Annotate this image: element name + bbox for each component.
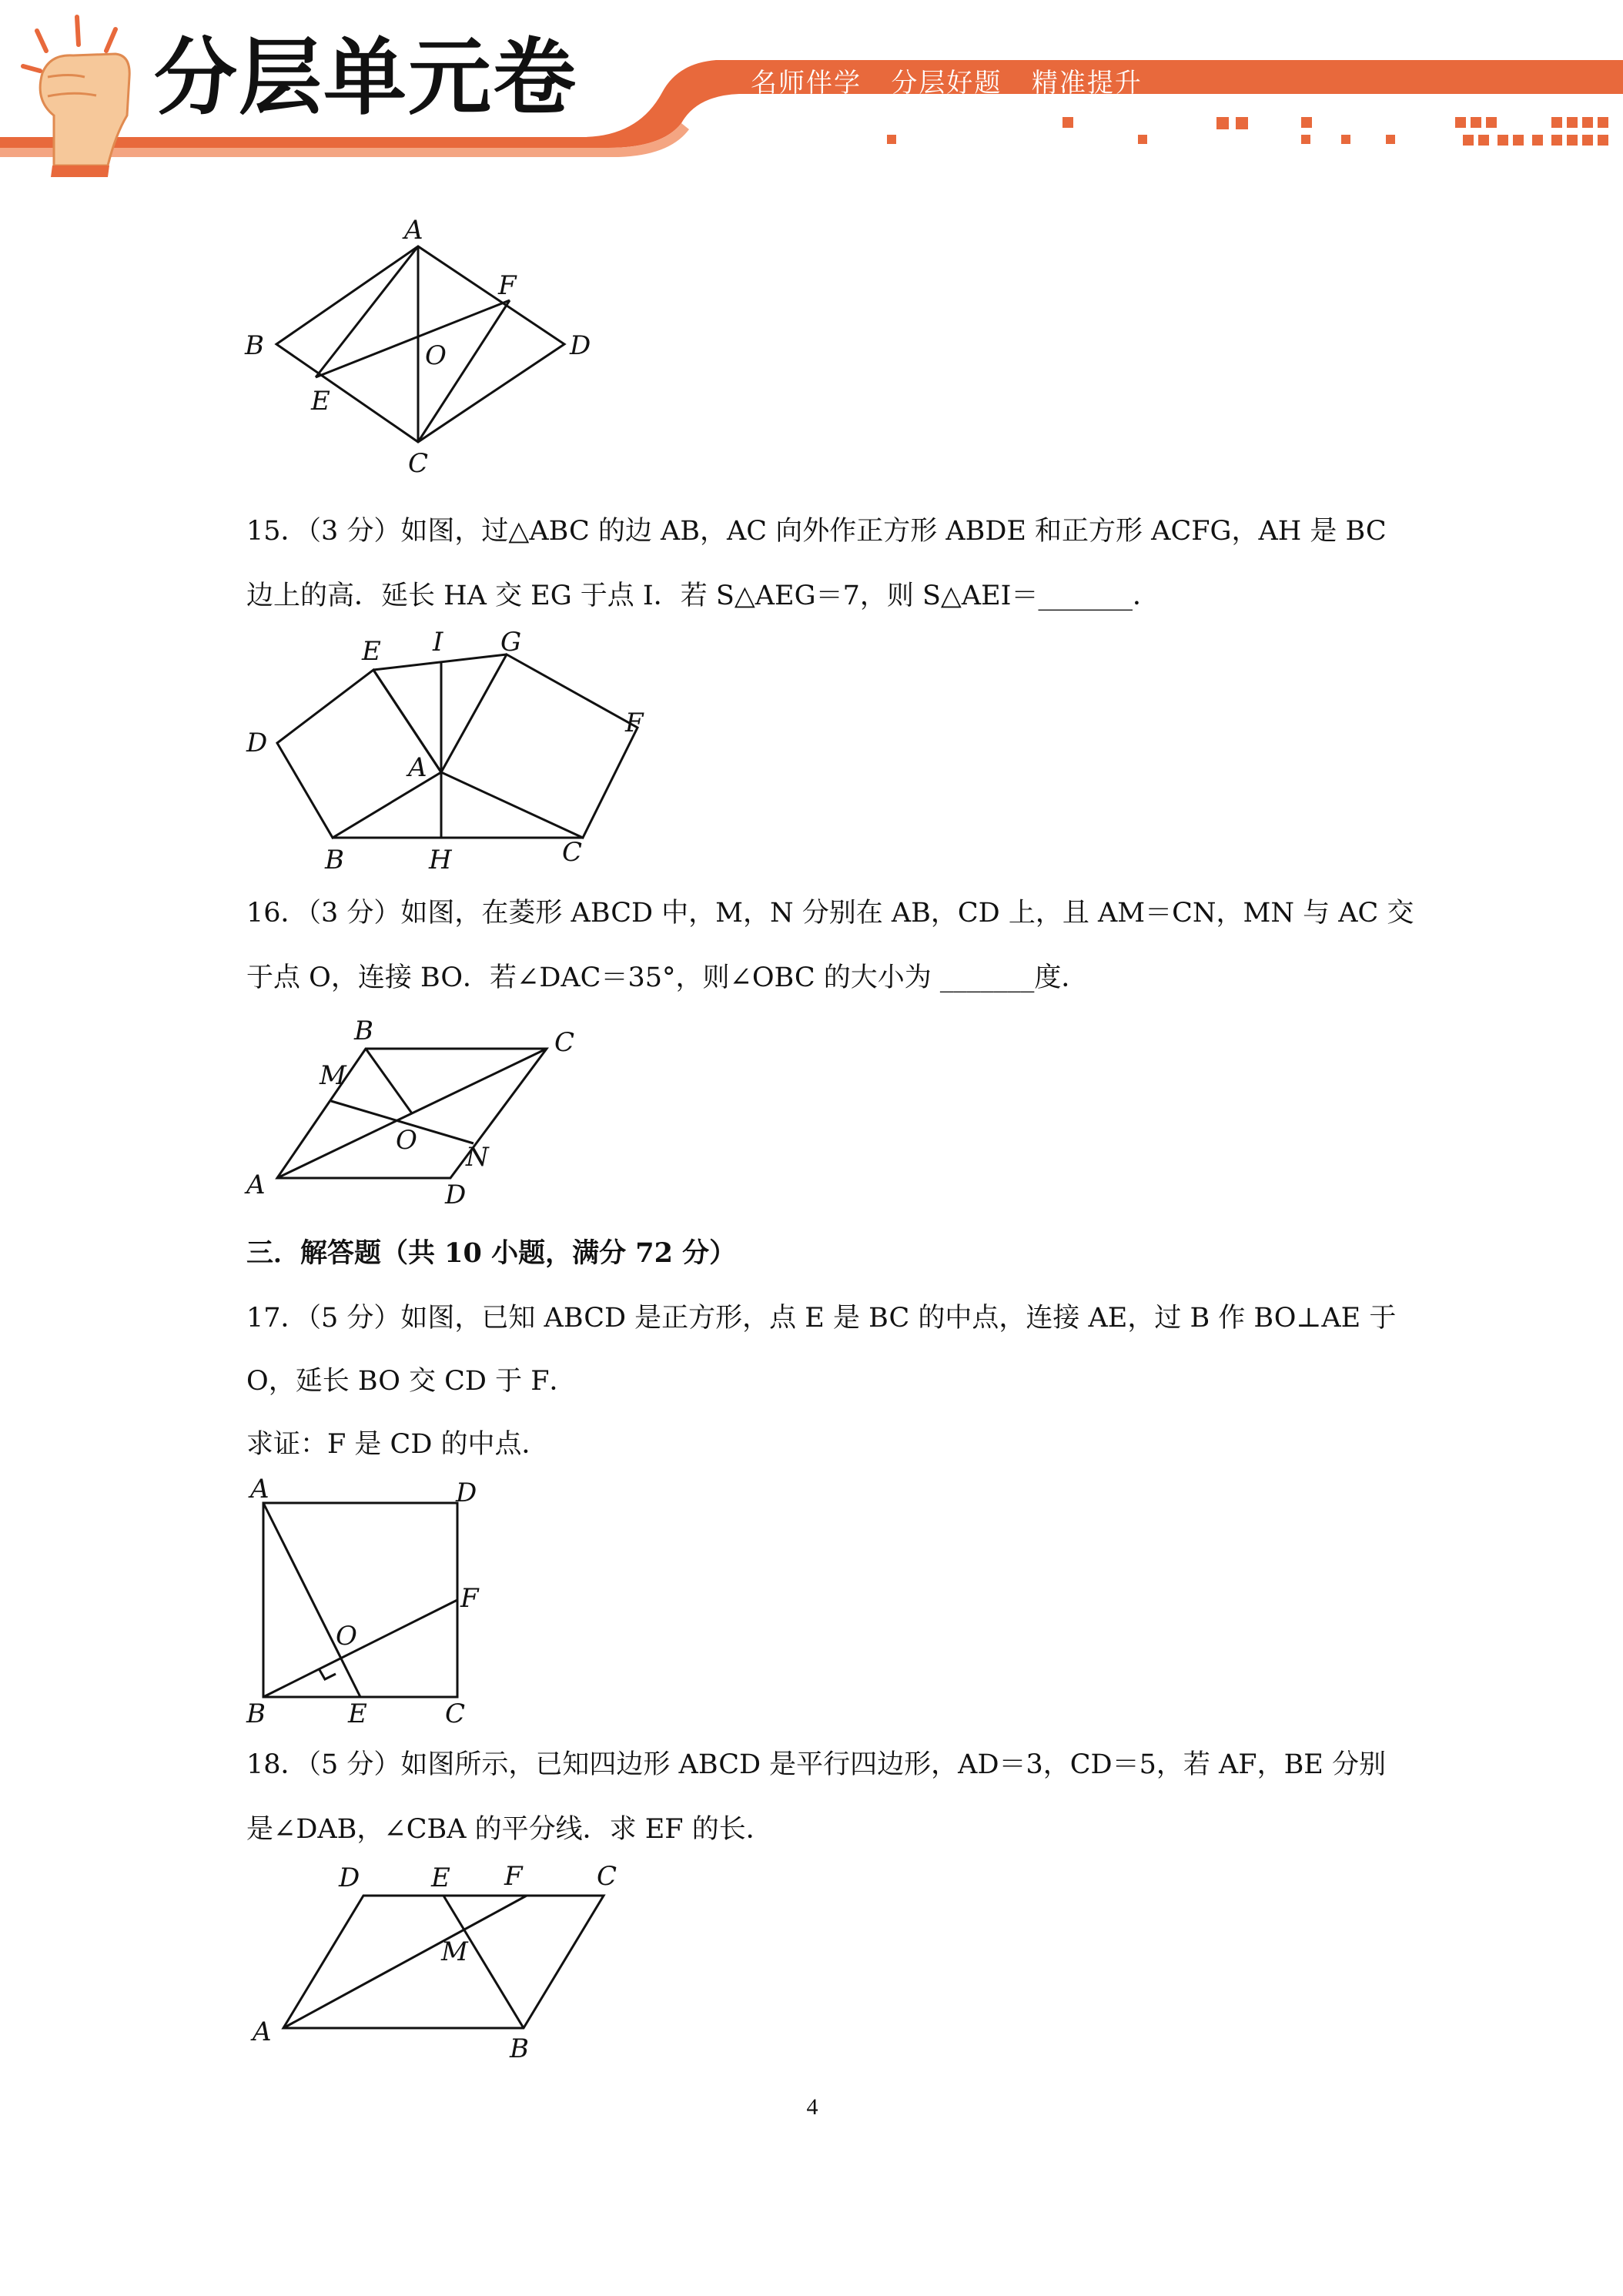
header-slogan: 名师伴学 分层好题 精准提升	[751, 68, 1143, 99]
brand-title: 分层单元卷	[154, 30, 578, 126]
fig14-label-d: D	[570, 330, 591, 361]
fig15-label-f: F	[625, 708, 644, 738]
fig18-label-c: C	[597, 1861, 617, 1892]
fig15-label-e: E	[362, 636, 381, 667]
decorative-dots	[887, 117, 1608, 146]
fig17-label-a: A	[250, 1474, 269, 1504]
q17-text-line2: O，延长 BO 交 CD 于 F．	[246, 1366, 577, 1397]
q18-text-line1: 18．（5 分）如图所示，已知四边形 ABCD 是平行四边形，AD＝3，CD＝5，若 AF，BE 分别	[246, 1749, 1386, 1780]
fig15-label-b: B	[325, 845, 344, 875]
fig15-label-g: G	[500, 627, 522, 658]
fig14-label-f: F	[498, 270, 517, 301]
fig16-label-b: B	[354, 1016, 373, 1046]
figure-17	[231, 1471, 508, 1732]
fig16-label-d: D	[445, 1180, 467, 1210]
fig17-label-c: C	[445, 1699, 466, 1729]
figure-18	[231, 1856, 631, 2079]
fig17-label-b: B	[246, 1699, 266, 1729]
fig17-label-f: F	[460, 1583, 479, 1614]
figure-14	[231, 208, 616, 485]
q16-text-line2: 于点 O，连接 BO．若∠DAC＝35°，则∠OBC 的大小为 _______度．	[246, 962, 1089, 993]
fig15-label-a: A	[408, 752, 427, 783]
fig18-label-b: B	[510, 2033, 529, 2064]
fig17-label-d: D	[456, 1478, 477, 1508]
fig15-label-c: C	[562, 837, 583, 868]
fig16-label-c: C	[554, 1027, 575, 1058]
fig17-label-o: O	[336, 1621, 357, 1652]
section-heading: 三．解答题（共 10 小题，满分 72 分）	[246, 1237, 737, 1269]
fig18-label-f: F	[504, 1861, 523, 1892]
fig16-label-o: O	[396, 1125, 417, 1156]
fig18-label-m: M	[441, 1936, 468, 1967]
fig14-label-c: C	[408, 448, 429, 479]
fig14-label-a: A	[404, 215, 423, 246]
q15-text-line1: 15．（3 分）如图，过△ABC 的边 AB，AC 向外作正方形 ABDE 和正方形 ACFG，AH 是 BC	[246, 516, 1387, 547]
q17-text-line3: 求证：F 是 CD 的中点．	[246, 1429, 549, 1460]
page-header	[0, 0, 1623, 177]
fig18-label-d: D	[339, 1863, 360, 1893]
fig15-label-h: H	[429, 845, 452, 875]
fig18-label-e: E	[431, 1863, 450, 1893]
fig14-label-e: E	[311, 386, 330, 417]
figure-15	[231, 624, 662, 878]
figure-16	[231, 1016, 616, 1217]
page-number: 4	[806, 2094, 818, 2120]
q18-text-line2: 是∠DAB，∠CBA 的平分线．求 EF 的长．	[246, 1814, 773, 1845]
fig15-label-d: D	[246, 728, 268, 758]
q17-text-line1: 17．（5 分）如图，已知 ABCD 是正方形，点 E 是 BC 的中点，连接 AE，过 B 作 BO⊥AE 于	[246, 1303, 1397, 1334]
q16-text-line1: 16．（3 分）如图，在菱形 ABCD 中，M，N 分别在 AB，CD 上，且 AM＝CN，MN 与 AC 交	[246, 898, 1414, 929]
fig14-label-b: B	[245, 330, 264, 361]
fig16-label-a: A	[246, 1170, 266, 1200]
fig14-label-o: O	[425, 340, 447, 371]
fig17-label-e: E	[348, 1699, 367, 1729]
fig15-label-i: I	[433, 627, 443, 658]
fig16-label-n: N	[466, 1142, 489, 1173]
fig16-label-m: M	[320, 1060, 346, 1091]
fig18-label-a: A	[253, 2017, 272, 2047]
q15-text-line2: 边上的高．延长 HA 交 EG 于点 I．若 S△AEG＝7，则 S△AEI＝_______．	[246, 581, 1160, 611]
